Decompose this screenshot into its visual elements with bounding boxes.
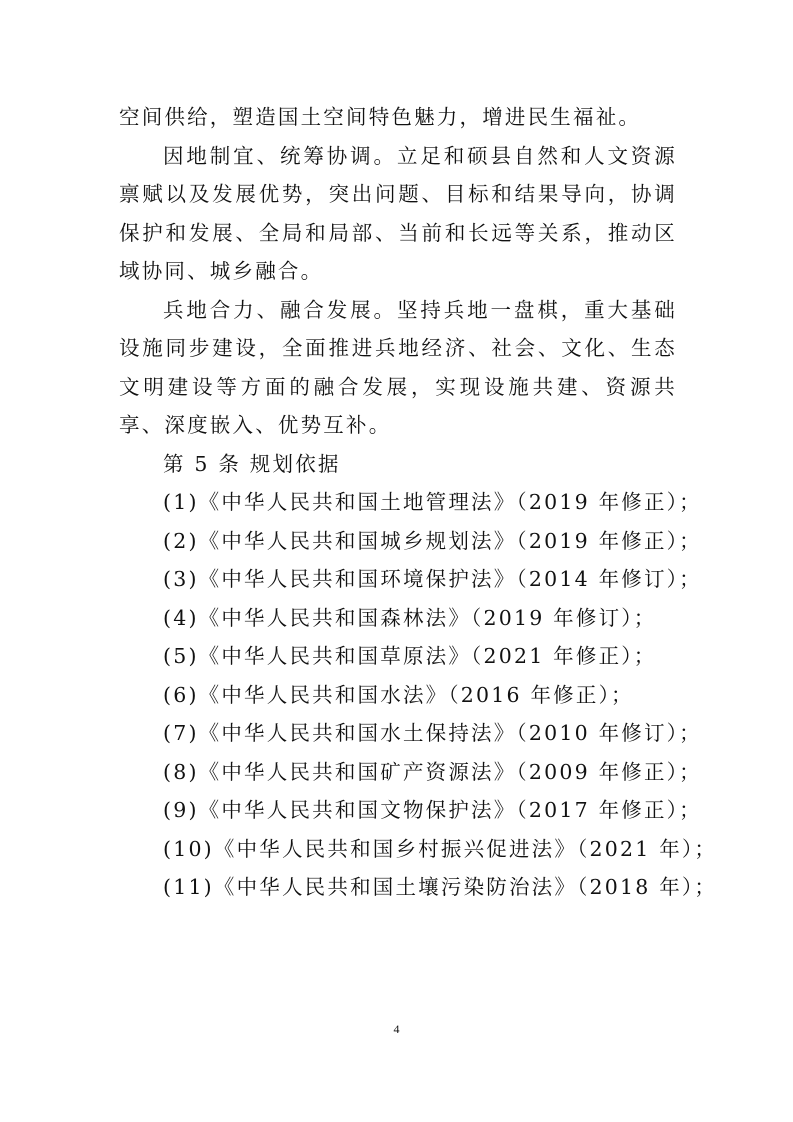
basis-item: (9)《中华人民共和国文物保护法》（2017 年修正）； xyxy=(163,798,702,822)
basis-item: (4)《中华人民共和国森林法》（2019 年修订）； xyxy=(163,605,657,630)
basis-item: (3)《中华人民共和国环境保护法》（2014 年修订）； xyxy=(163,567,702,591)
basis-list xyxy=(119,483,718,907)
page-number: 4 xyxy=(393,1022,400,1036)
paragraph-principle-coordination: 因地制宜、统筹协调。立足和硕县自然和人文资源禀赋以及发展优势，突出问题、目标和结果导向，协调保护和发展、全局和局部、当前和长远等关系，推动区域协同、城乡融合。 xyxy=(119,143,677,283)
paragraph-principle-integration: 兵地合力、融合发展。坚持兵地一盘棋，重大基础设施同步建设，全面推进兵地经济、社会、文化、生态文明建设等方面的融合发展，实现设施共建、资源共享、深度嵌入、优势互补。 xyxy=(119,297,677,437)
basis-item: (7)《中华人民共和国水土保持法》（2010 年修订）； xyxy=(163,721,702,745)
basis-item: (1)《中华人民共和国土地管理法》（2019 年修正）； xyxy=(163,490,702,514)
paragraph-continuation: 空间供给，塑造国土空间特色魅力，增进民生福祉。 xyxy=(119,105,642,129)
basis-item: (11)《中华人民共和国土壤污染防治法》（2018 年）； xyxy=(163,875,718,899)
basis-item: (8)《中华人民共和国矿产资源法》（2009 年修正）； xyxy=(163,759,702,784)
document-body xyxy=(119,98,718,907)
basis-item: (10)《中华人民共和国乡村振兴促进法》（2021 年）； xyxy=(163,836,718,861)
basis-item: (5)《中华人民共和国草原法》（2021 年修正）； xyxy=(163,644,657,668)
basis-item: (2)《中华人民共和国城乡规划法》（2019 年修正）； xyxy=(163,528,702,553)
basis-item: (6)《中华人民共和国水法》（2016 年修正）； xyxy=(163,682,634,707)
section-heading: 第 5 条 规划依据 xyxy=(163,451,341,476)
